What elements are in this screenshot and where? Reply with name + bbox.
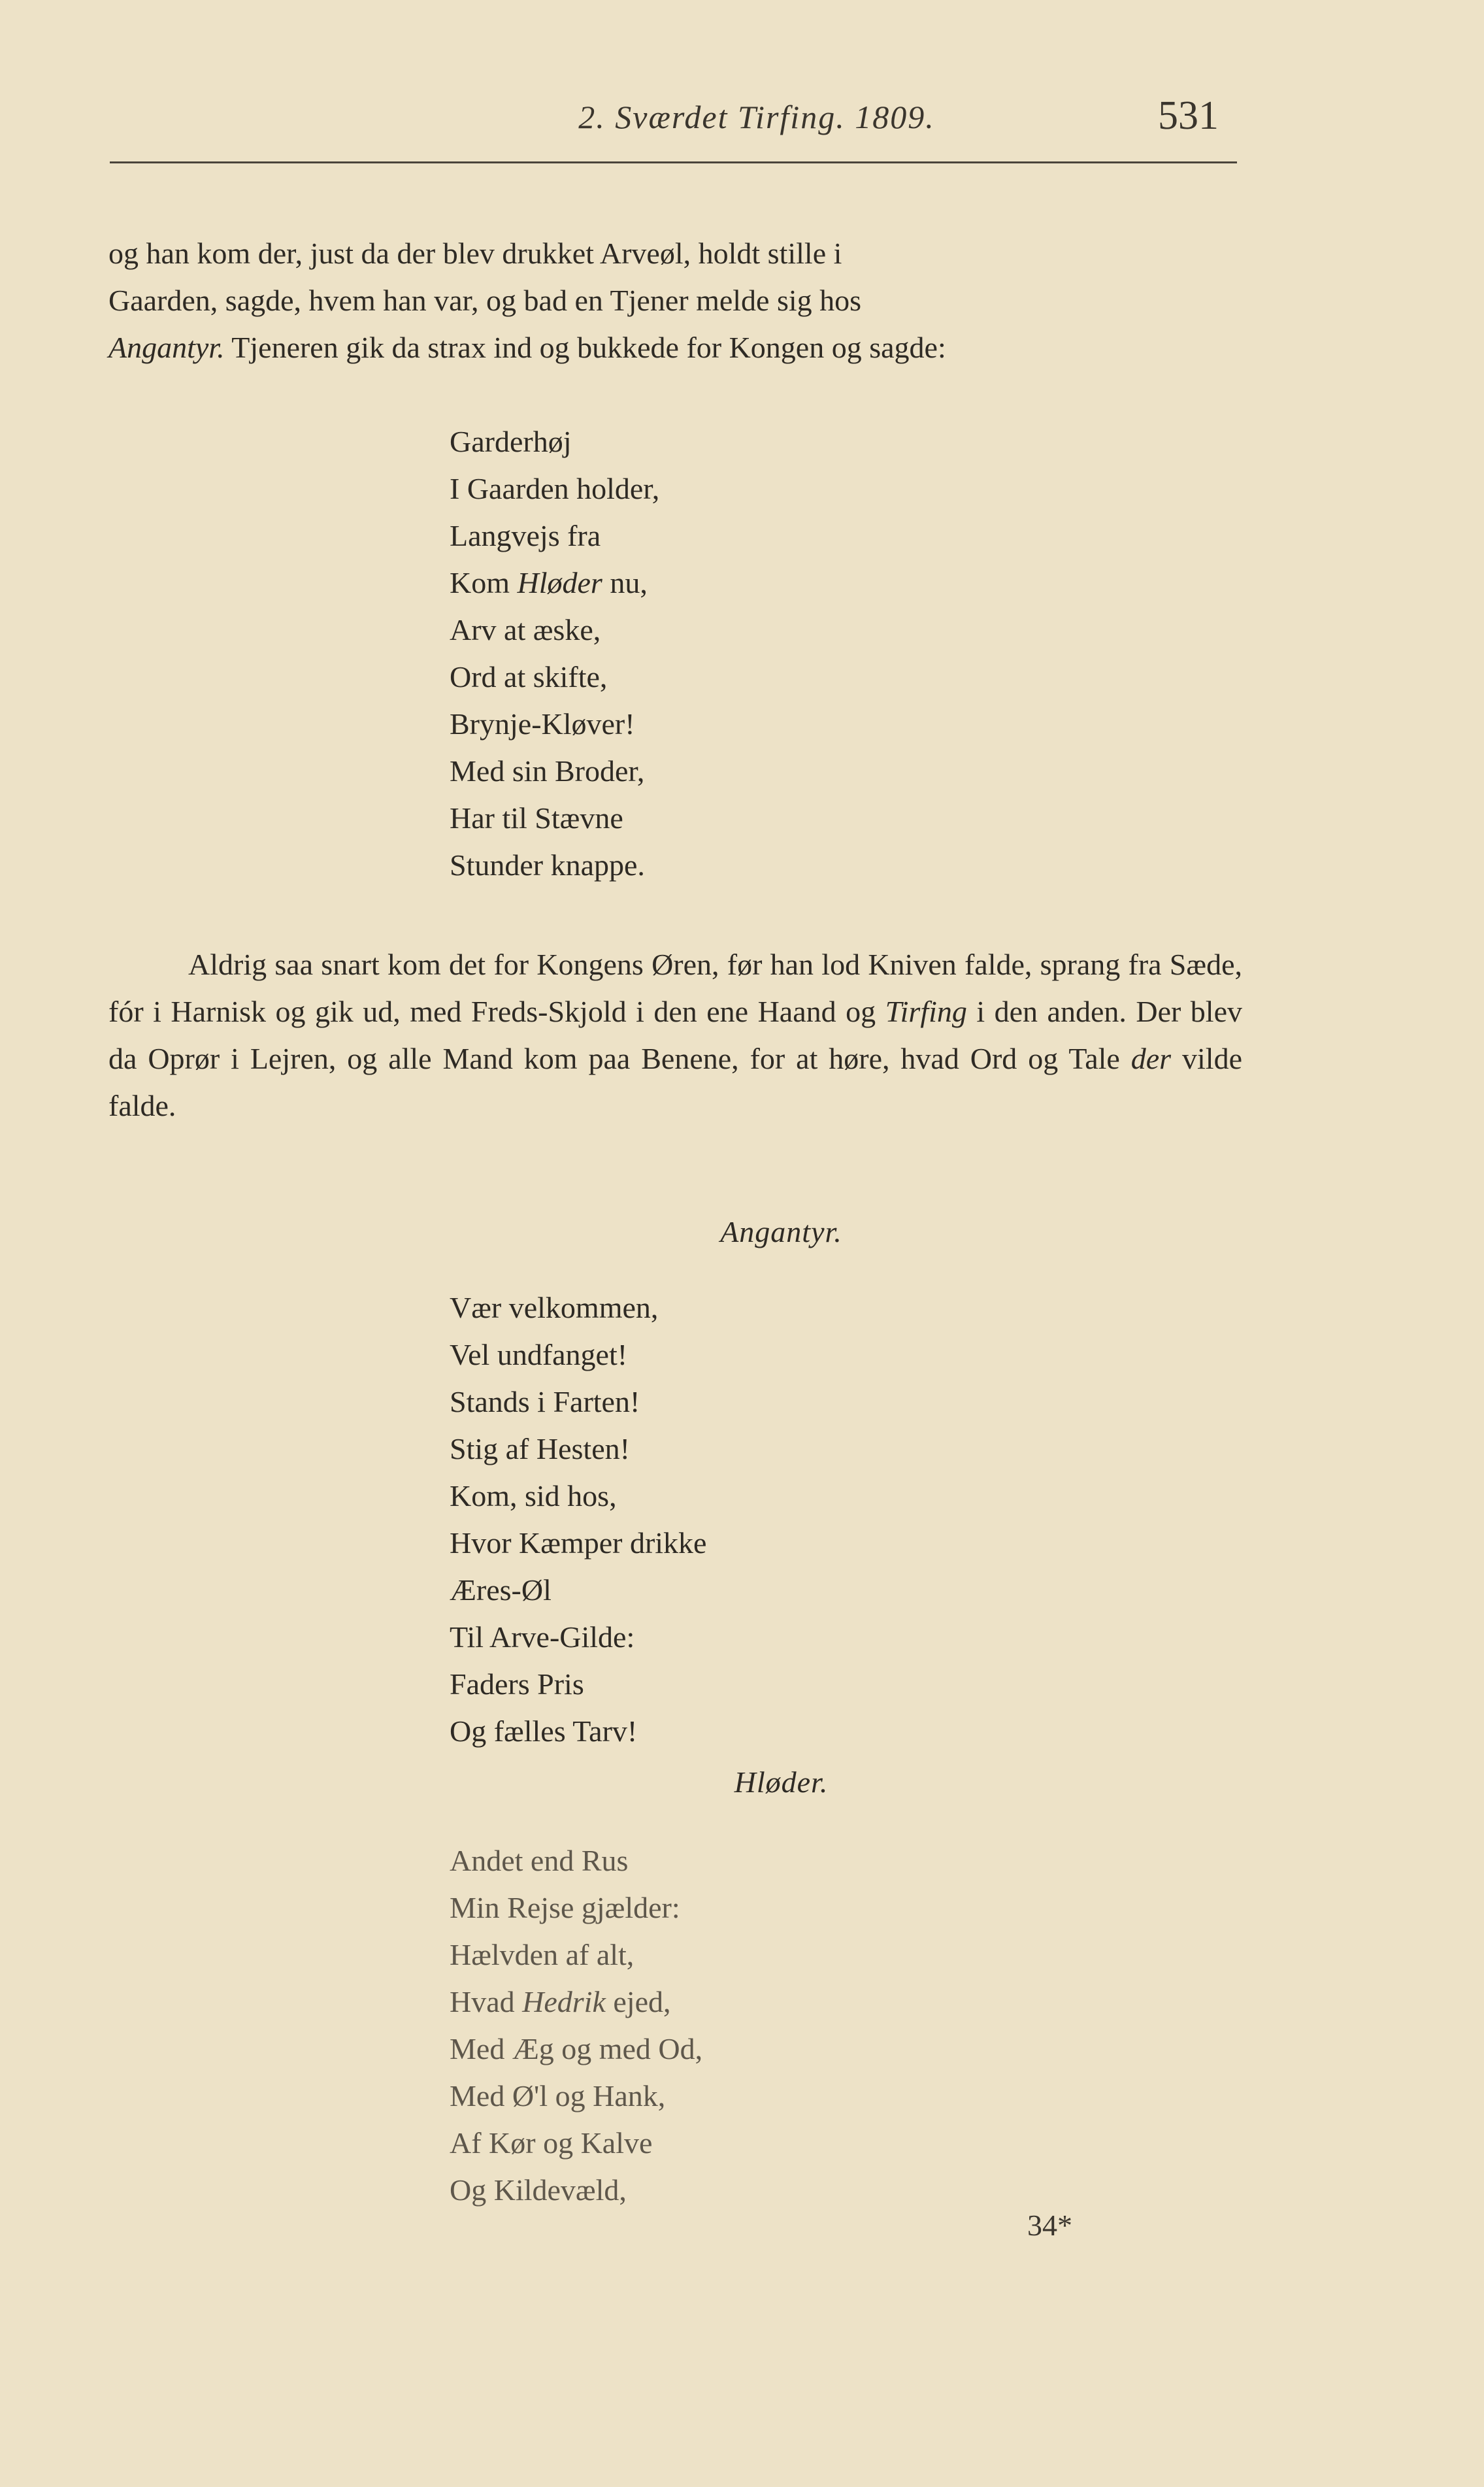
verse-line: Hælvden af alt, <box>450 1938 635 1971</box>
verse-line: I Gaarden holder, <box>450 472 660 505</box>
name-angantyr: Angantyr. <box>108 331 225 364</box>
verse-line: Og Kildevæld, <box>450 2173 627 2207</box>
speaker-angantyr: Angantyr. <box>720 1215 842 1248</box>
verse-line: Med Ø'l og Hank, <box>450 2079 666 2112</box>
verse-line: Til Arve-Gilde: <box>450 1620 635 1654</box>
verse-line: Stands i Farten! <box>450 1385 640 1418</box>
verse-line <box>450 559 659 607</box>
verse-line: Arv at æske, <box>450 613 601 646</box>
verse-line: Brynje-Kløver! <box>450 707 635 741</box>
verse-line: Med Æg og med Od, <box>450 2032 703 2065</box>
paragraph-2-part: Aldrig saa snart kom det for Kongens Øren, før han lod Kniven falde, sprang fra Sæde, fór i Harnisk og gik ud, med Freds-Skjold i den ene Haand og <box>108 948 1242 1028</box>
verse-2 <box>450 1284 706 1755</box>
verse-line: Af Kør og Kalve <box>450 2126 653 2160</box>
verse-line: Langvejs fra <box>450 519 601 552</box>
paragraph-1-line-3-text: Tjeneren gik da strax ind og bukkede for Kongen og sagde: <box>224 331 946 364</box>
paragraph-1 <box>108 230 1242 371</box>
verse-line: Kom, sid hos, <box>450 1479 617 1512</box>
verse-line: Stig af Hesten! <box>450 1432 630 1465</box>
verse-line: Andet end Rus <box>450 1844 629 1877</box>
verse-line-part: Kom <box>450 566 518 599</box>
verse-line <box>450 1978 702 2026</box>
name-hloder: Hløder <box>517 566 602 599</box>
running-title: 2. Sværdet Tirfing. 1809. <box>578 99 935 135</box>
name-hedrik: Hedrik <box>522 1985 606 2018</box>
verse-line-part: ejed, <box>605 1985 671 2018</box>
running-head <box>110 93 1237 144</box>
verse-line: Min Rejse gjælder: <box>450 1891 680 1924</box>
verse-line: Og fælles Tarv! <box>450 1714 638 1748</box>
verse-1 <box>450 418 659 889</box>
paragraph-1-line-2: Gaarden, sagde, hvem han var, og bad en Tjener melde sig hos <box>108 284 862 317</box>
paragraph-2-text <box>108 941 1242 1129</box>
paragraph-2-part: i den anden. Der blev da Oprør i Lejren, og alle Mand kom paa Benene, for at høre, hvad Ord og Tale <box>108 995 1242 1075</box>
verse-line: Vær velkommen, <box>450 1291 659 1324</box>
emphasis-der: der <box>1130 1042 1172 1075</box>
verse-line: Har til Stævne <box>450 801 623 835</box>
verse-line-part: nu, <box>602 566 648 599</box>
verse-line: Faders Pris <box>450 1667 584 1701</box>
speaker-hloder: Hløder. <box>734 1765 829 1799</box>
verse-line: Stunder knappe. <box>450 848 645 882</box>
verse-line: Vel undfanget! <box>450 1338 628 1371</box>
verse-line-part: Hvad <box>450 1985 523 2018</box>
paragraph-1-line-1: og han kom der, just da der blev drukket Arveøl, holdt stille i <box>108 237 842 270</box>
page-number: 531 <box>1158 93 1219 138</box>
verse-line: Garderhøj <box>450 425 572 458</box>
name-tirfing: Tirfing <box>885 995 967 1028</box>
verse-line: Ord at skifte, <box>450 660 608 693</box>
verse-3 <box>450 1837 702 2214</box>
paragraph-1-line-3 <box>108 324 1242 371</box>
header-rule <box>110 161 1237 163</box>
signature-mark: 34* <box>1027 2209 1072 2242</box>
paragraph-2-part: vilde falde. <box>108 1042 1242 1122</box>
verse-line: Hvor Kæmper drikke <box>450 1526 707 1560</box>
verse-line: Med sin Broder, <box>450 754 645 788</box>
paragraph-2 <box>108 941 1242 1129</box>
verse-line: Æres-Øl <box>450 1573 552 1607</box>
